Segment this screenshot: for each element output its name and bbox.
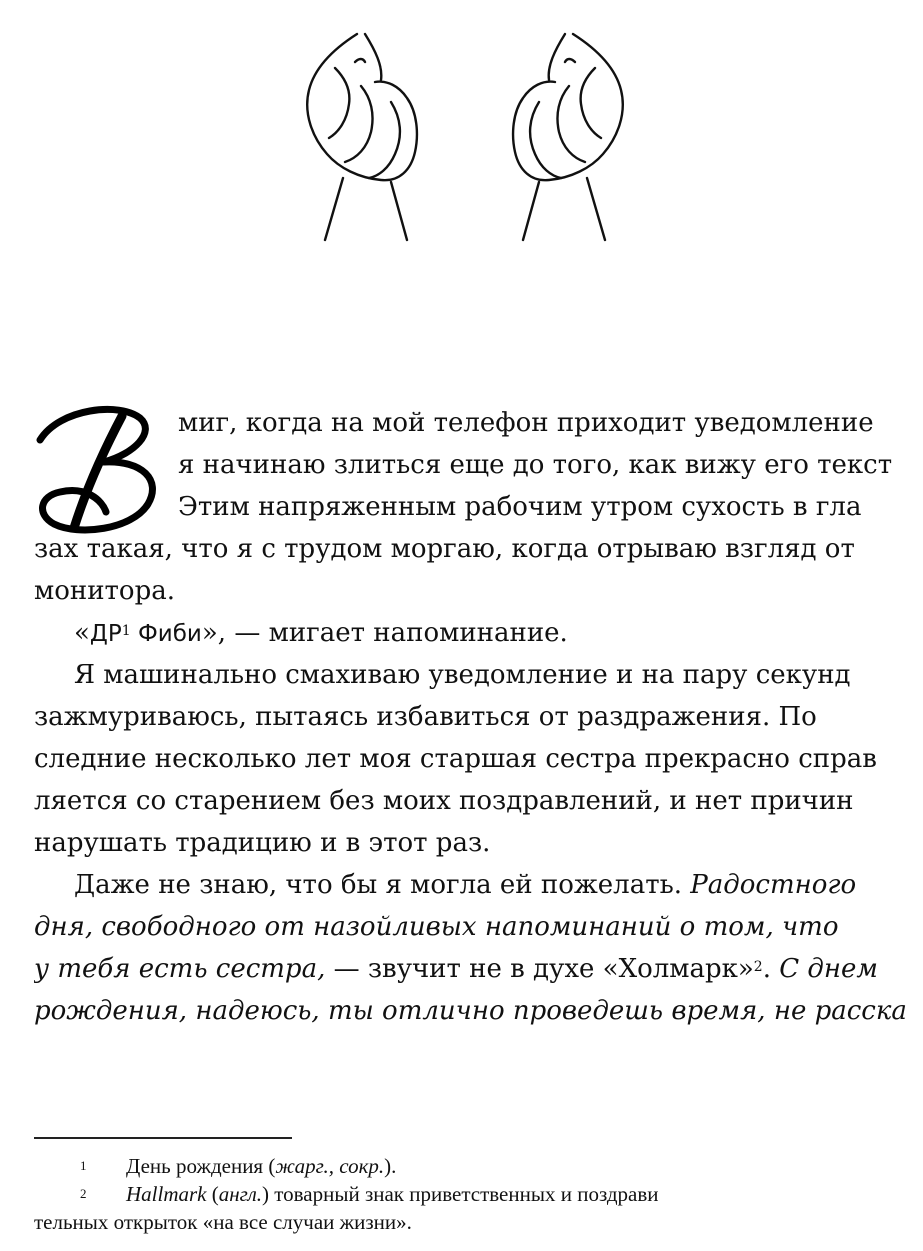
reminder-abbr: ДР xyxy=(89,621,122,647)
text-line: у тебя есть сестра, — звучит не в духе «Холмарк»$^2$. С днем xyxy=(34,954,878,984)
hands-illustration xyxy=(295,28,635,243)
reminder-name: Фиби xyxy=(130,621,202,647)
body-text xyxy=(34,402,918,1032)
text-line: миг, когда на мой телефон приходит уведомление xyxy=(178,408,874,438)
text-line: Даже не знаю, что бы я могла ей пожелать. Радостного xyxy=(74,870,857,900)
text-line: Я машинально смахиваю уведомление и на пару секунд xyxy=(74,660,851,690)
text-line: зах такая, что я с трудом моргаю, когда отрываю взгляд от xyxy=(34,534,855,564)
hands-fists-icon xyxy=(295,28,635,243)
footnote-1: 1 День рождения (жарг., сокр.). xyxy=(80,1154,397,1178)
text-line: следние несколько лет моя старшая сестра прекрасно справ xyxy=(34,744,877,774)
footnote-divider xyxy=(34,1137,292,1139)
footnotes xyxy=(34,1152,918,1236)
text-line: зажмуриваюсь, пытаясь избавиться от раздражения. По xyxy=(34,702,817,732)
text-line: нарушать традицию и в этот раз. xyxy=(34,828,491,858)
footnote-ref: 1 xyxy=(121,623,131,639)
text-line: я начинаю злиться еще до того, как вижу его текст xyxy=(178,450,893,480)
footnote-ref: 2 xyxy=(753,959,763,975)
text-line: Этим напряженным рабочим утром сухость в гла xyxy=(178,492,862,522)
text-line: монитора. xyxy=(34,576,175,606)
reminder-line: «$ДР^1$ Фиби», — мигает напоминание. xyxy=(74,618,568,648)
footnote-2: 2 Hallmark (англ.) товарный знак приветственных и поздрави xyxy=(80,1182,659,1206)
footnote-2-cont: тельных открыток «на все случаи жизни». xyxy=(34,1210,412,1234)
text-line: рождения, надеюсь, ты отлично проведешь время, не расска xyxy=(34,996,907,1026)
text-line: ляется со старением без моих поздравлений, и нет причин xyxy=(34,786,854,816)
text-line: дня, свободного от назойливых напоминаний о том, что xyxy=(34,912,839,942)
